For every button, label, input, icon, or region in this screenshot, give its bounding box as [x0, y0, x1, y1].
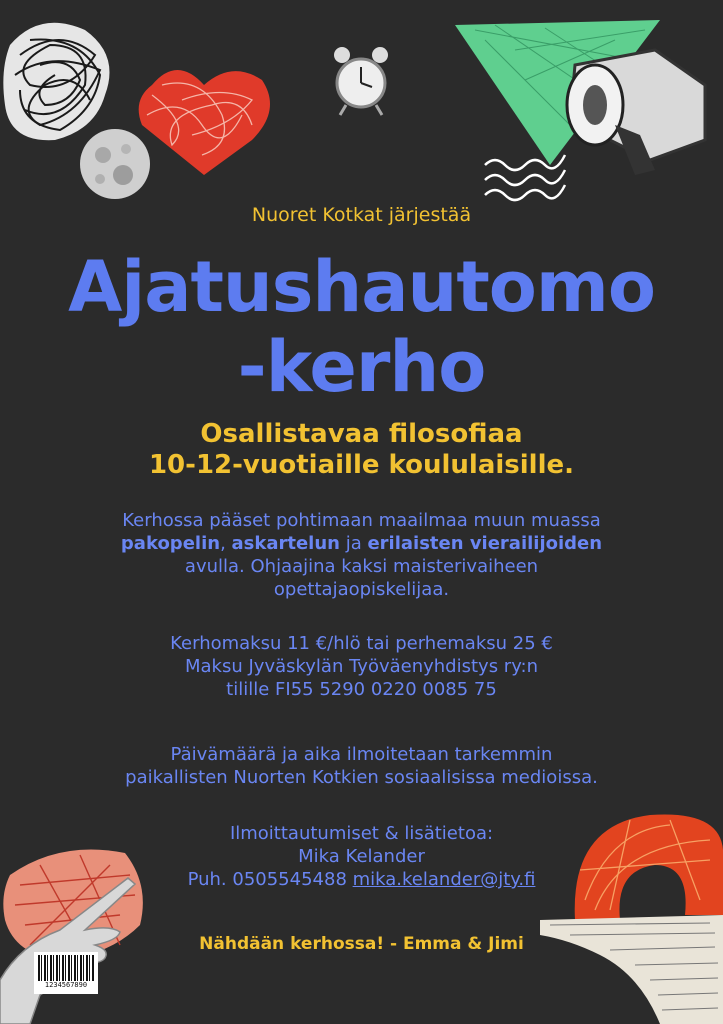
description-intro: Kerhossa pääset pohtimaan maailmaa muun muassa: [122, 510, 601, 531]
subtitle-line-2: 10-12-vuotiaille koululaisille.: [148, 450, 575, 480]
scribble-shape-icon: [0, 15, 120, 145]
schedule-line-2: paikallisten Nuorten Kotkien sosiaalisissa medioissa.: [125, 767, 598, 788]
contact-heading: Ilmoittautumiset & lisätietoa:: [229, 823, 494, 844]
description-line-4: opettajaopiskelijaa.: [273, 579, 450, 600]
highlight-crafting: askartelun: [231, 533, 340, 554]
description-highlights: [0, 532, 723, 555]
fee-paragraph: [0, 632, 723, 701]
heart-icon: [132, 55, 277, 180]
fee-line-2: Maksu Jyväskylän Työväenyhdistys ry:n: [184, 656, 539, 677]
megaphone-icon: [555, 45, 715, 185]
subtitle-line-1: Osallistavaa filosofiaa: [200, 419, 523, 449]
barcode-number: 1234567890: [44, 981, 88, 989]
footer-signoff: Nähdään kerhossa! - Emma & Jimi: [199, 934, 524, 954]
title-line-2: -kerho: [237, 326, 486, 408]
description-paragraph: [0, 509, 723, 601]
contact-paragraph: [0, 822, 723, 891]
description-line-3: avulla. Ohjaajina kaksi maisterivaiheen: [184, 556, 539, 577]
title-line-1: Ajatushautomo: [68, 246, 655, 328]
contact-name: Mika Kelander: [298, 846, 425, 867]
fee-line-1: Kerhomaksu 11 €/hlö tai perhemaksu 25 €: [170, 633, 553, 654]
fee-line-3: tilille FI55 5290 0220 0085 75: [226, 679, 497, 700]
alarm-clock-icon: [330, 45, 392, 117]
paper-strip-icon: [540, 915, 723, 1024]
highlight-separator-2: ja: [339, 533, 368, 554]
highlight-visitors: erilaisten vierailijoiden: [367, 533, 603, 554]
highlight-separator-1: ,: [220, 533, 232, 554]
schedule-line-1: Päivämäärä ja aika ilmoitetaan tarkemmin: [170, 744, 553, 765]
organizer-line: Nuoret Kotkat järjestää: [251, 204, 472, 226]
contact-phone: Puh. 0505545488: [187, 869, 353, 890]
barcode-icon: [34, 952, 98, 994]
barcode-bars: [38, 955, 94, 981]
highlight-escape-game: pakopelin: [120, 533, 221, 554]
contact-email-link[interactable]: mika.kelander@jty.fi: [352, 869, 536, 890]
moon-icon: [78, 127, 153, 202]
wavy-lines-icon: [480, 145, 570, 205]
schedule-paragraph: [0, 743, 723, 789]
contact-phone-line: [0, 868, 723, 891]
